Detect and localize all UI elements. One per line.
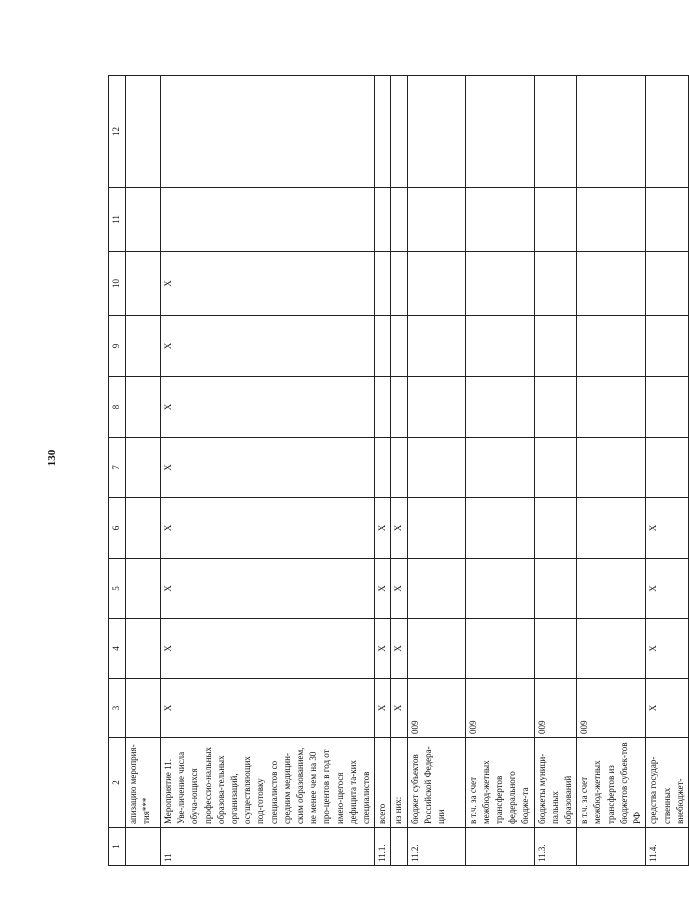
cell: X xyxy=(161,619,375,679)
cell xyxy=(577,252,646,316)
cell: X xyxy=(375,498,391,559)
cell xyxy=(646,438,689,498)
table-row xyxy=(534,76,577,866)
header-cell: 2 xyxy=(109,738,126,828)
cell xyxy=(465,498,534,559)
cell: X xyxy=(646,498,689,559)
cell xyxy=(465,438,534,498)
cell: X xyxy=(375,619,391,679)
cell xyxy=(577,76,646,188)
cell-number: 11 xyxy=(161,828,375,866)
cell xyxy=(407,76,465,188)
cell xyxy=(407,438,465,498)
cell-number xyxy=(577,828,646,866)
cell xyxy=(407,559,465,619)
header-cell: 3 xyxy=(109,679,126,738)
cell xyxy=(465,619,534,679)
cell: X xyxy=(161,377,375,438)
cell xyxy=(465,559,534,619)
cell: X xyxy=(391,559,407,619)
cell xyxy=(391,76,407,188)
cell: X xyxy=(646,679,689,738)
cell xyxy=(161,188,375,252)
header-cell: 10 xyxy=(109,252,126,316)
cell xyxy=(407,498,465,559)
cell-number xyxy=(391,828,407,866)
table-row xyxy=(577,76,646,866)
cell: 009 xyxy=(465,679,534,738)
cell xyxy=(577,498,646,559)
cell xyxy=(391,188,407,252)
header-row xyxy=(109,76,126,866)
cell xyxy=(407,377,465,438)
cell: 009 xyxy=(407,679,465,738)
cell xyxy=(126,679,161,738)
cell xyxy=(126,188,161,252)
cell: X xyxy=(646,559,689,619)
header-cell: 1 xyxy=(109,828,126,866)
cell: X xyxy=(161,316,375,377)
cell-description: в т.ч. за счет межбюд-жетных трансфертов федерального бюдже-та xyxy=(465,738,534,828)
cell: X xyxy=(391,619,407,679)
table-row xyxy=(375,76,391,866)
cell: 009 xyxy=(577,679,646,738)
cell xyxy=(534,252,577,316)
cell: X xyxy=(161,679,375,738)
cell-description: бюджет субъектов Российской Федера-ции xyxy=(407,738,465,828)
cell xyxy=(126,252,161,316)
cell xyxy=(126,619,161,679)
cell xyxy=(646,377,689,438)
cell: X xyxy=(161,252,375,316)
cell xyxy=(375,438,391,498)
table-row xyxy=(161,76,375,866)
cell xyxy=(391,438,407,498)
cell xyxy=(534,559,577,619)
cell xyxy=(534,377,577,438)
cell-number: 11.1. xyxy=(375,828,391,866)
cell-description: в т.ч. за счет межбюд-жетных трансфертов из бюджетов субъек-тов РФ xyxy=(577,738,646,828)
cell-description: из них: xyxy=(391,738,407,828)
table-rotated-container xyxy=(108,76,685,866)
header-cell: 5 xyxy=(109,559,126,619)
table-row xyxy=(465,76,534,866)
cell xyxy=(577,559,646,619)
cell xyxy=(577,377,646,438)
cell xyxy=(391,316,407,377)
cell xyxy=(646,252,689,316)
cell: X xyxy=(161,498,375,559)
cell-number xyxy=(126,828,161,866)
cell: X xyxy=(375,679,391,738)
page-number: 130 xyxy=(46,449,58,467)
cell-description: бюджеты муници-пальных образований xyxy=(534,738,577,828)
table-row xyxy=(391,76,407,866)
cell xyxy=(375,377,391,438)
cell xyxy=(646,76,689,188)
header-cell: 12 xyxy=(109,76,126,188)
cell xyxy=(577,188,646,252)
header-cell: 6 xyxy=(109,498,126,559)
cell xyxy=(375,316,391,377)
cell xyxy=(126,559,161,619)
cell xyxy=(465,188,534,252)
cell: X xyxy=(391,498,407,559)
cell-number: 11.3. xyxy=(534,828,577,866)
header-cell: 9 xyxy=(109,316,126,377)
cell-description: апизацию мероприя-тия*** xyxy=(126,738,161,828)
cell xyxy=(407,188,465,252)
cell xyxy=(126,498,161,559)
cell xyxy=(534,316,577,377)
cell xyxy=(375,76,391,188)
cell-description: средства государ-ственных внебюджет- xyxy=(646,738,689,828)
data-table xyxy=(108,75,689,866)
header-cell: 7 xyxy=(109,438,126,498)
header-cell: 11 xyxy=(109,188,126,252)
cell xyxy=(391,252,407,316)
table-row xyxy=(407,76,465,866)
cell: X xyxy=(161,438,375,498)
cell xyxy=(465,316,534,377)
cell-number: 11.4. xyxy=(646,828,689,866)
cell xyxy=(407,619,465,679)
cell xyxy=(646,188,689,252)
cell xyxy=(534,498,577,559)
cell xyxy=(465,76,534,188)
cell: X xyxy=(375,559,391,619)
cell xyxy=(534,76,577,188)
cell xyxy=(126,438,161,498)
cell xyxy=(161,76,375,188)
cell xyxy=(465,377,534,438)
cell xyxy=(375,188,391,252)
cell xyxy=(465,252,534,316)
cell: 009 xyxy=(534,679,577,738)
cell xyxy=(126,377,161,438)
cell: X xyxy=(646,619,689,679)
table-row xyxy=(126,76,161,866)
cell xyxy=(126,76,161,188)
cell-number xyxy=(465,828,534,866)
cell xyxy=(391,377,407,438)
cell xyxy=(126,316,161,377)
cell: X xyxy=(391,679,407,738)
cell xyxy=(375,252,391,316)
cell xyxy=(577,316,646,377)
cell: X xyxy=(161,559,375,619)
cell xyxy=(407,252,465,316)
header-cell: 8 xyxy=(109,377,126,438)
header-cell: 4 xyxy=(109,619,126,679)
cell xyxy=(534,438,577,498)
table-row xyxy=(646,76,689,866)
cell xyxy=(646,316,689,377)
cell-description: всего xyxy=(375,738,391,828)
cell-number: 11.2. xyxy=(407,828,465,866)
cell xyxy=(534,619,577,679)
cell xyxy=(577,619,646,679)
cell-description: Мероприятие 11. Уве-личение числа обуча-ющихся профессио-нальных образова-тельных организаций, осуществляющих под-готовку специалистов со средним медицин-ским образованием, не менее чем на 30 про-центов в год от имею-щегося дефицита та-ких специалистов xyxy=(161,738,375,828)
cell xyxy=(407,316,465,377)
cell xyxy=(577,438,646,498)
cell xyxy=(534,188,577,252)
